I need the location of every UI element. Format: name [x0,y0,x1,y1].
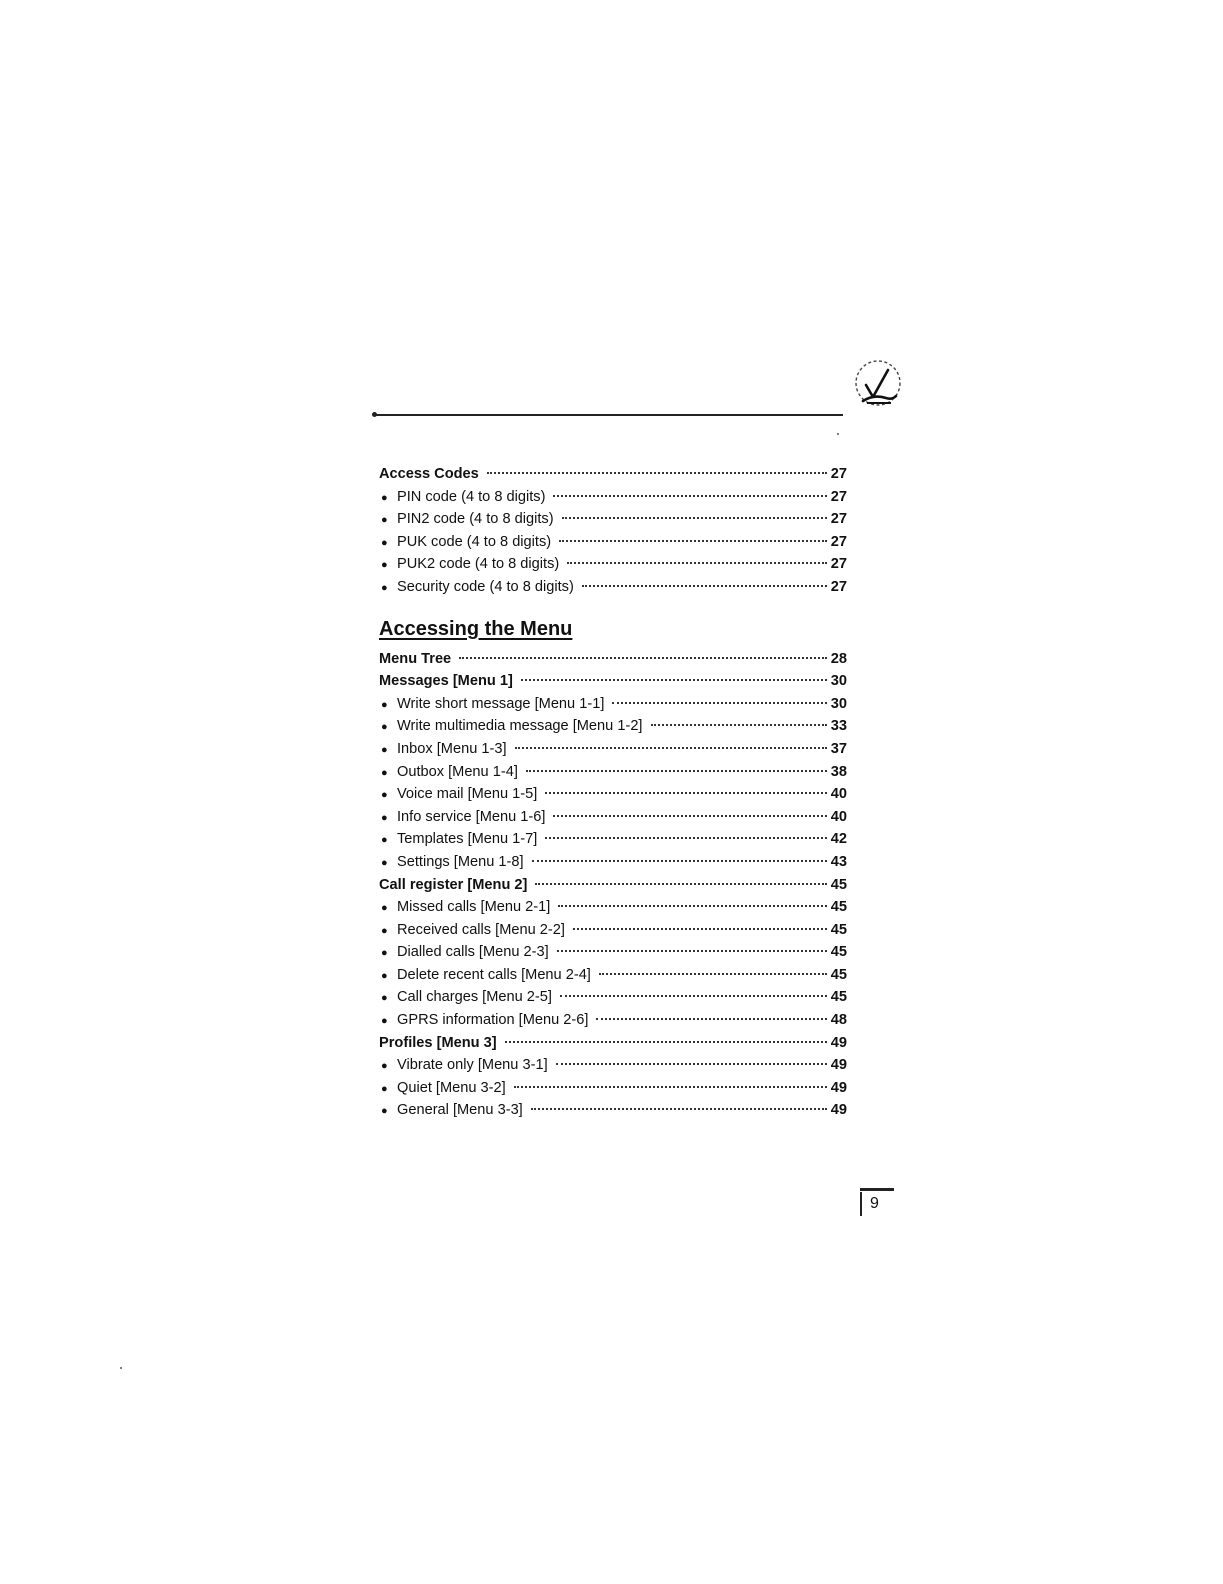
toc-subentry[interactable] [379,715,847,738]
toc-entry-title: Menu Tree [379,650,452,667]
dot-leader [459,657,827,659]
toc-subentry-label: Quiet [Menu 3-2] [397,1079,506,1096]
dot-leader [545,837,826,839]
bullet-icon: ● [381,1060,388,1073]
dot-leader [556,1063,827,1065]
toc-subentry[interactable] [379,738,847,761]
bullet-icon: ● [381,536,388,549]
bullet-icon: ● [381,1082,388,1095]
bullet-icon: ● [381,766,388,779]
toc-subentry-label: Write multimedia message [Menu 1-2] [397,718,643,735]
toc-subentry[interactable] [379,508,847,531]
dot-leader [558,905,826,907]
toc-subentry[interactable] [379,896,847,919]
toc-entry-call-register[interactable] [379,874,847,897]
scan-dot [837,433,839,435]
toc-subentry-label: Voice mail [Menu 1-5] [397,786,538,803]
toc-page-number: 40 [830,808,847,825]
toc-page-number: 33 [830,718,847,735]
bullet-icon: ● [381,947,388,960]
bullet-icon: ● [381,856,388,869]
toc-subentry[interactable] [379,783,847,806]
bullet-icon: ● [381,491,388,504]
dot-leader [545,792,826,794]
toc-subentry-label: PUK code (4 to 8 digits) [397,533,552,550]
section-heading: Accessing the Menu [379,617,573,640]
bullet-icon: ● [381,721,388,734]
toc-subentry[interactable] [379,964,847,987]
bullet-icon: ● [381,834,388,847]
bullet-icon: ● [381,992,388,1005]
page-number-bar [860,1188,894,1191]
toc-entry-title: Profiles [Menu 3] [379,1034,497,1051]
dot-leader [531,1108,827,1110]
toc-page-number: 30 [830,673,847,690]
toc-subentry-label: Outbox [Menu 1-4] [397,763,518,780]
dot-leader [651,724,827,726]
dot-leader [514,1086,827,1088]
toc-page-number: 45 [830,944,847,961]
toc-page-number: 49 [830,1057,847,1074]
toc-subentry-label: Delete recent calls [Menu 2-4] [397,966,591,983]
toc-subentry[interactable] [379,576,847,599]
bullet-icon: ● [381,1015,388,1028]
table-of-contents [379,463,847,1122]
toc-subentry-label: Security code (4 to 8 digits) [397,578,574,595]
bullet-icon: ● [381,698,388,711]
scan-dot [120,1367,122,1369]
page-number-box [860,1188,894,1218]
page-number-rule [860,1192,862,1216]
toc-page-number: 27 [830,533,847,550]
bullet-icon: ● [381,789,388,802]
bullet-icon: ● [381,924,388,937]
toc-subentry[interactable] [379,919,847,942]
dot-leader [573,928,827,930]
bullet-icon: ● [381,969,388,982]
toc-subentry[interactable] [379,553,847,576]
dot-leader [559,540,827,542]
toc-subentry[interactable] [379,1054,847,1077]
toc-page-number: 27 [830,578,847,595]
toc-page-number: 42 [830,831,847,848]
dot-leader [515,747,827,749]
dot-leader [612,702,826,704]
toc-page-number: 45 [830,899,847,916]
toc-page-number: 38 [830,763,847,780]
dot-leader [582,585,827,587]
dot-leader [532,860,827,862]
toc-page-number: 27 [830,466,847,482]
toc-subentry-label: Received calls [Menu 2-2] [397,921,565,938]
toc-entry-profiles[interactable] [379,1032,847,1055]
dot-leader [535,883,826,885]
toc-page-number: 49 [830,1079,847,1096]
toc-page-number: 27 [830,511,847,528]
bullet-icon: ● [381,1105,388,1118]
toc-subentry[interactable] [379,851,847,874]
toc-entry-menu-tree[interactable] [379,648,847,671]
toc-page-number: 45 [830,989,847,1006]
toc-page-number: 27 [830,488,847,505]
toc-entry-title: Access Codes [379,466,479,482]
toc-entry-title: Call register [Menu 2] [379,876,528,893]
toc-page-number: 30 [830,695,847,712]
toc-subentry-label: Missed calls [Menu 2-1] [397,899,551,916]
dot-leader [553,815,826,817]
page-number: 9 [870,1195,879,1212]
dot-leader [487,472,827,474]
toc-subentry-label: PIN2 code (4 to 8 digits) [397,511,554,528]
dot-leader [553,495,826,497]
toc-page-number: 49 [830,1034,847,1051]
bullet-icon: ● [381,811,388,824]
toc-subentry-label: Info service [Menu 1-6] [397,808,546,825]
toc-subentry-label: Settings [Menu 1-8] [397,853,524,870]
dot-leader [526,770,827,772]
toc-subentry[interactable] [379,761,847,784]
toc-subentry[interactable] [379,1099,847,1122]
toc-page-number: 37 [830,740,847,757]
toc-page-number: 28 [830,650,847,667]
toc-subentry-label: Vibrate only [Menu 3-1] [397,1057,548,1074]
toc-subentry-label: General [Menu 3-3] [397,1102,523,1119]
toc-subentry[interactable] [379,1009,847,1032]
bullet-icon: ● [381,514,388,527]
dot-leader [596,1018,826,1020]
toc-page-number: 45 [830,966,847,983]
pen-on-paper-icon [852,357,904,409]
toc-subentry-label: PIN code (4 to 8 digits) [397,488,546,505]
toc-subentry[interactable] [379,828,847,851]
toc-subentry-label: Templates [Menu 1-7] [397,831,538,848]
toc-subentry-label: Call charges [Menu 2-5] [397,989,552,1006]
toc-subentry[interactable] [379,486,847,509]
bullet-icon: ● [381,581,388,594]
toc-subentry-label: PUK2 code (4 to 8 digits) [397,556,560,573]
toc-page-number: 45 [830,921,847,938]
bullet-icon: ● [381,743,388,756]
header-rule [373,414,843,416]
toc-subentry[interactable] [379,986,847,1009]
toc-page-number: 45 [830,876,847,893]
dot-leader [562,517,827,519]
toc-subentry[interactable] [379,806,847,829]
toc-entry-messages[interactable] [379,670,847,693]
toc-page-number: 49 [830,1102,847,1119]
toc-entry-title: Messages [Menu 1] [379,673,513,690]
dot-leader [567,562,827,564]
toc-page-number: 40 [830,786,847,803]
toc-page-number: 48 [830,1012,847,1029]
toc-page-number: 27 [830,556,847,573]
toc-subentry[interactable] [379,1077,847,1100]
dot-leader [599,973,827,975]
toc-subentry[interactable] [379,941,847,964]
toc-subentry-label: Inbox [Menu 1-3] [397,740,507,757]
dot-leader [521,679,827,681]
toc-subentry-label: Dialled calls [Menu 2-3] [397,944,549,961]
toc-subentry[interactable] [379,693,847,716]
bullet-icon: ● [381,902,388,915]
dot-leader [560,995,827,997]
bullet-icon: ● [381,559,388,572]
dot-leader [557,950,827,952]
dot-leader [505,1041,827,1043]
toc-subentry[interactable] [379,531,847,554]
toc-subentry-label: Write short message [Menu 1-1] [397,695,605,712]
toc-page-number: 43 [830,853,847,870]
toc-entry-access-codes[interactable] [379,463,847,486]
toc-subentry-label: GPRS information [Menu 2-6] [397,1012,589,1029]
